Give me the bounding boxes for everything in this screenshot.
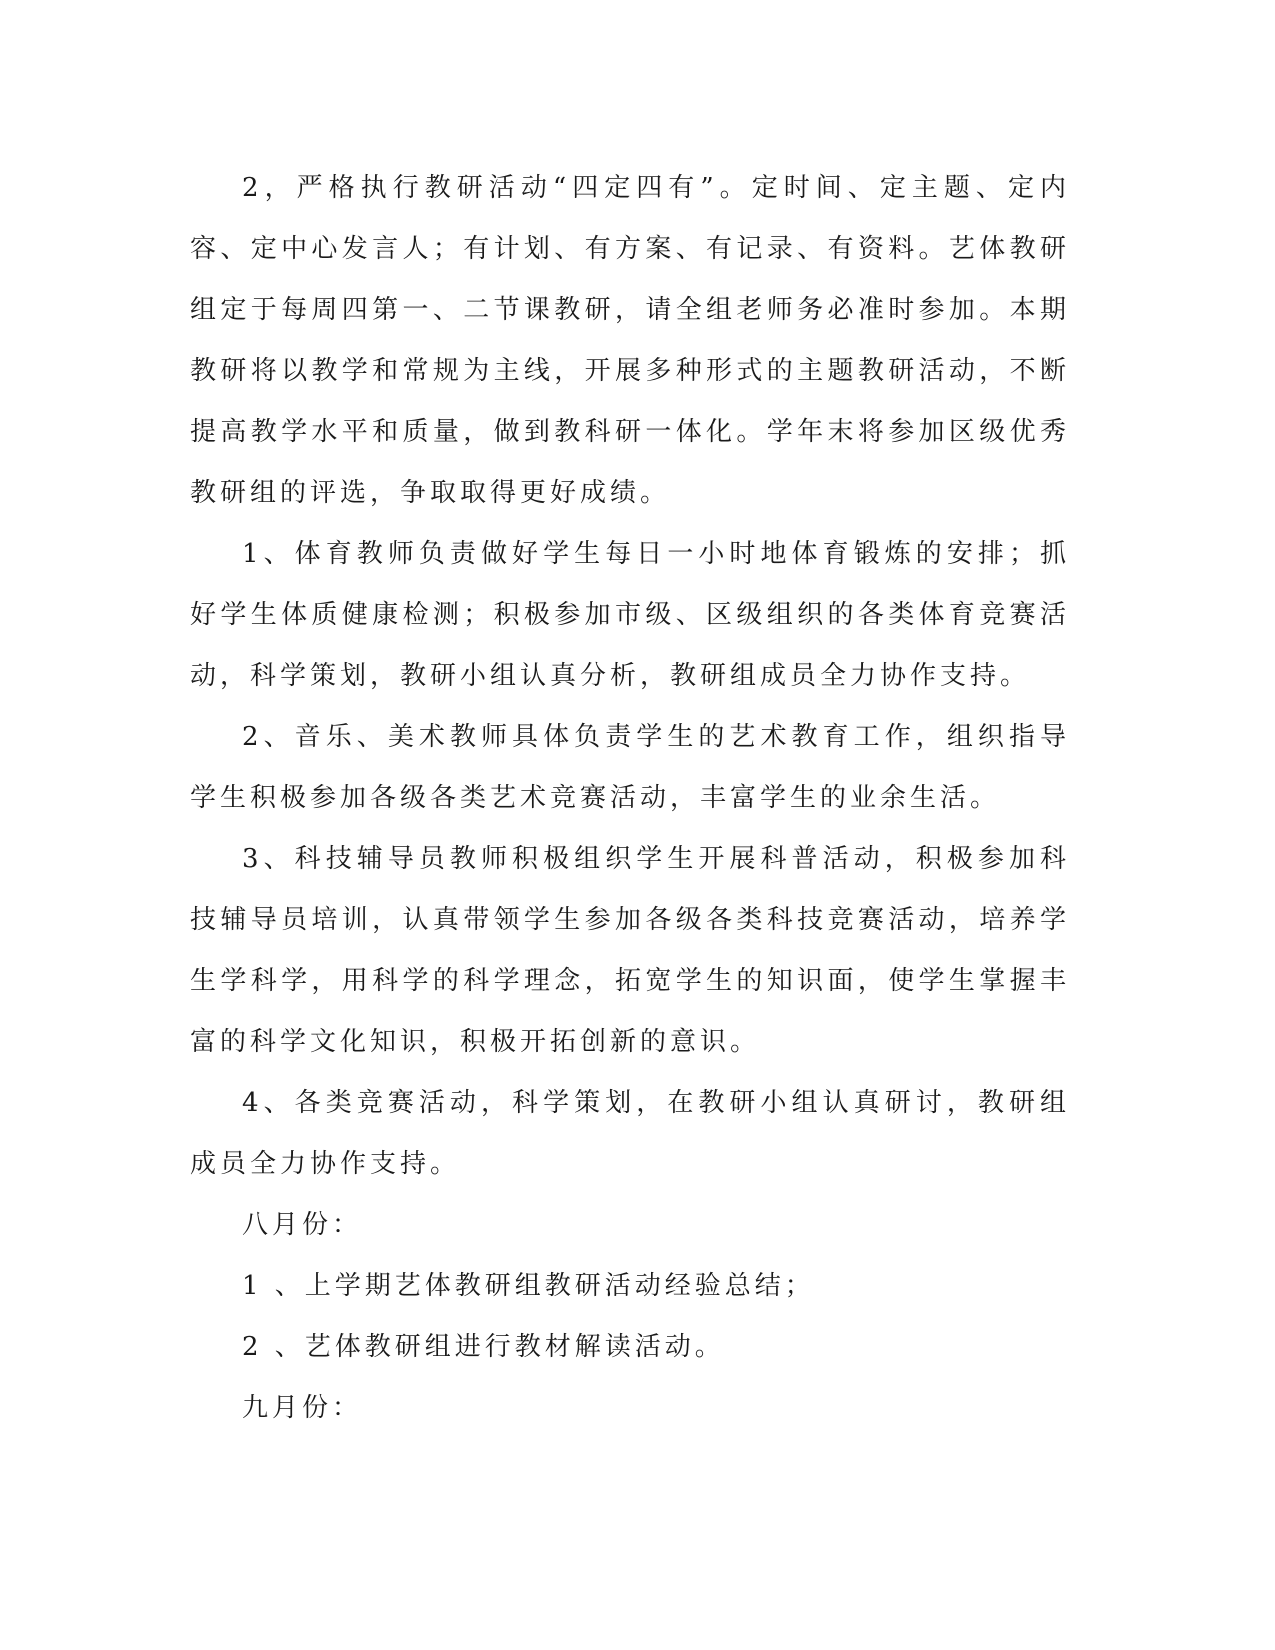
- heading-august: 八月份：: [242, 1210, 363, 1240]
- august-item-1: 1 、上学期艺体教研组教研活动经验总结；: [242, 1271, 815, 1301]
- paragraph-music-art-teachers: 2、音乐、美术教师具体负责学生的艺术教育工作，组织指导学生积极参加各级各类艺术竞赛活动，丰富学生的业余生活。: [190, 722, 1070, 813]
- document-body: [190, 158, 1070, 1439]
- paragraph-four-fixed-four-have: 2，严格执行教研活动“四定四有”。定时间、定主题、定内容、定中心发言人；有计划、有方案、有记录、有资料。艺体教研组定于每周四第一、二节课教研，请全组老师务必准时参加。本期教研将以教学和常规为主线，开展多种形式的主题教研活动，不断提高教学水平和质量，做到教科研一体化。学年末将参加区级优秀教研组的评选，争取取得更好成绩。: [190, 173, 1070, 508]
- paragraph-pe-teachers: 1、体育教师负责做好学生每日一小时地体育锻炼的安排；抓好学生体质健康检测；积极参加市级、区级组织的各类体育竞赛活动，科学策划，教研小组认真分析，教研组成员全力协作支持。: [190, 539, 1070, 691]
- paragraph-science-tech-tutors: 3、科技辅导员教师积极组织学生开展科普活动，积极参加科技辅导员培训，认真带领学生参加各级各类科技竞赛活动，培养学生学科学，用科学的科学理念，拓宽学生的知识面，使学生掌握丰富的科学文化知识，积极开拓创新的意识。: [190, 844, 1070, 1057]
- august-item-2: 2 、艺体教研组进行教材解读活动。: [242, 1332, 725, 1362]
- heading-september: 九月份：: [242, 1393, 363, 1423]
- paragraph-competitions: 4、各类竞赛活动，科学策划，在教研小组认真研讨，教研组成员全力协作支持。: [190, 1088, 1070, 1179]
